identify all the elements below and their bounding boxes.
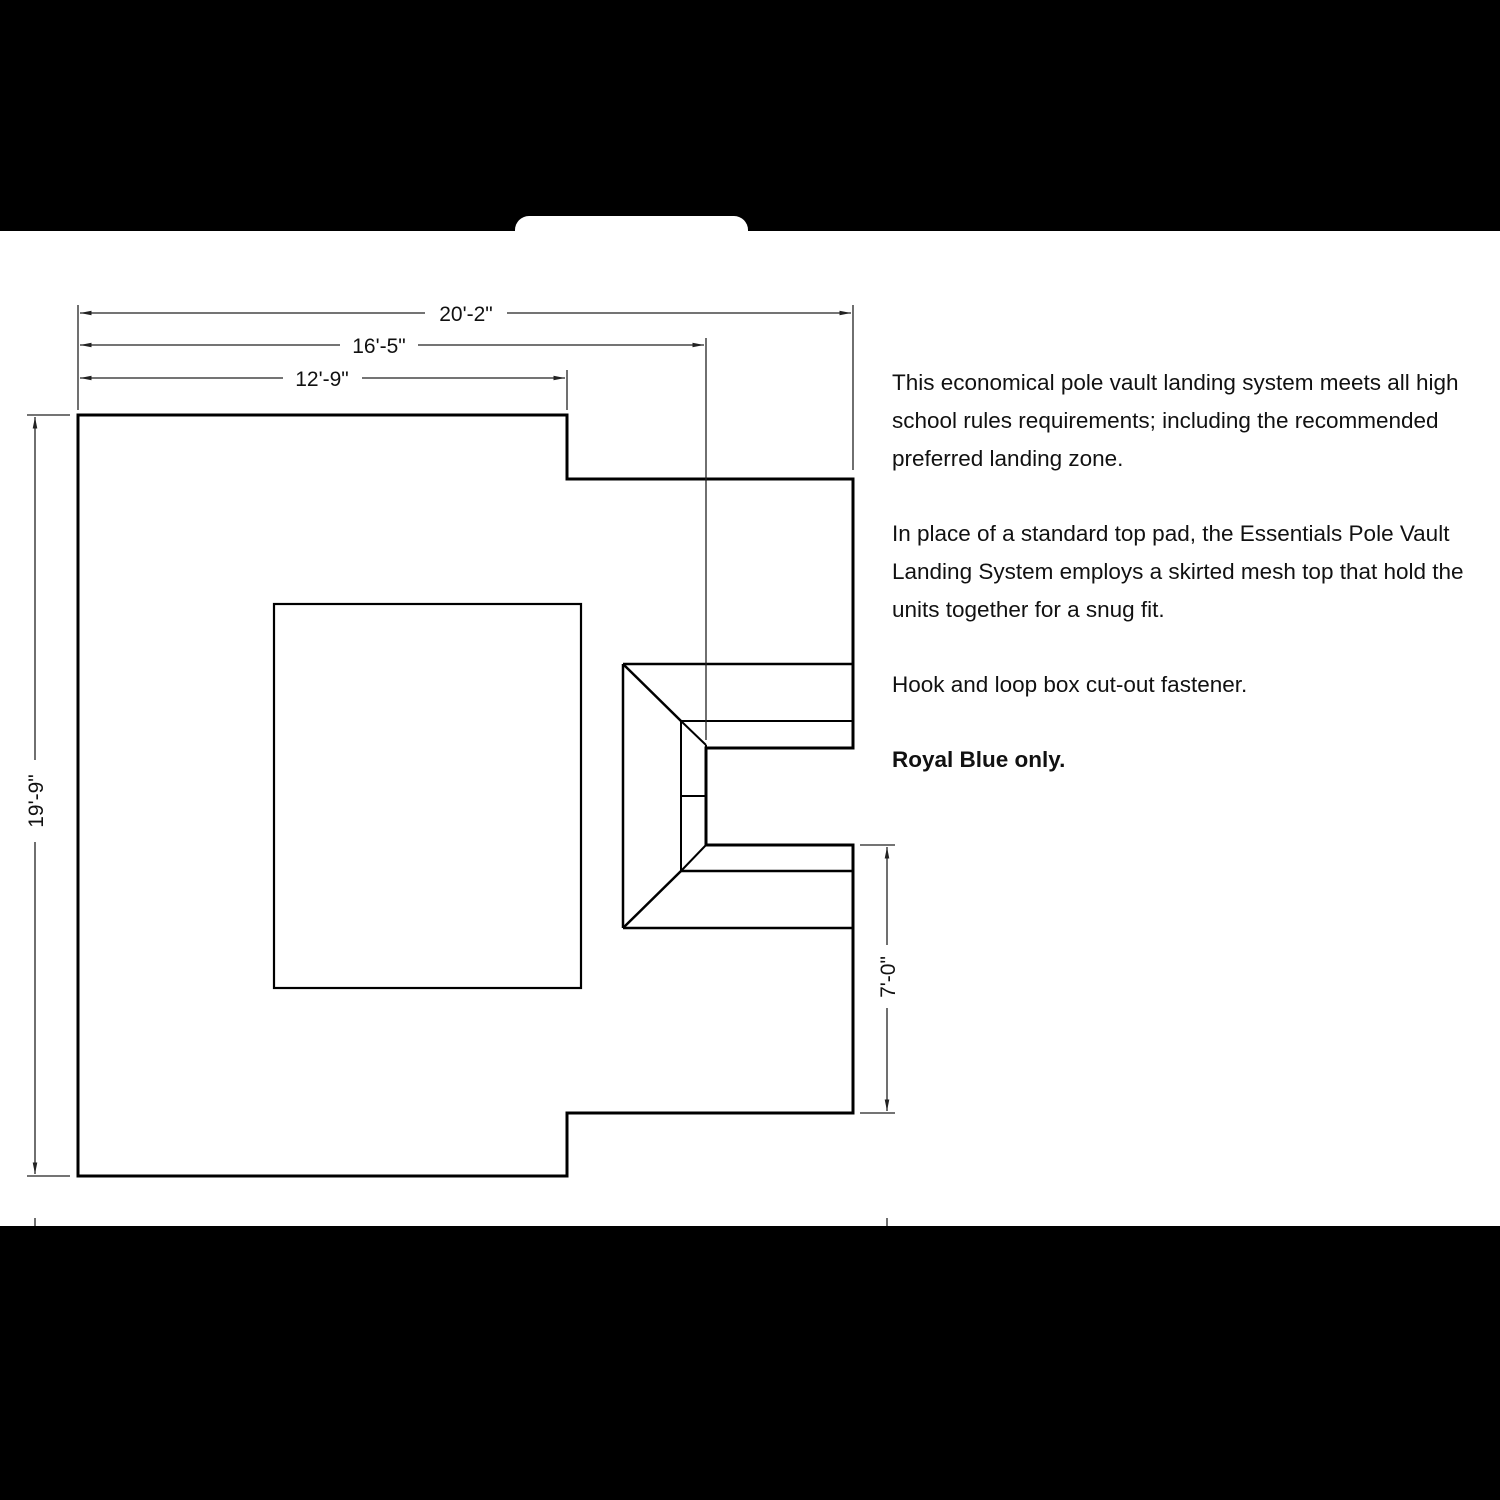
description-paragraph-2: In place of a standard top pad, the Essentials Pole Vault Landing System employs a skirted mesh top that hold the units together for a snug fit.	[892, 521, 1464, 622]
dim-label-12-9: 12'-9"	[295, 368, 349, 391]
dim-label-19-9: 19'-9"	[25, 774, 48, 828]
dimension-mid-width	[80, 335, 704, 358]
dimension-overall-width	[80, 303, 851, 326]
dimension-main-pad-width	[80, 368, 565, 391]
description-paragraph-1: This economical pole vault landing system meets all high school rules requirements; including the recommended preferred landing zone.	[892, 370, 1459, 471]
extension-lines	[27, 305, 895, 1226]
dim-label-20-2: 20'-2"	[439, 303, 493, 326]
box-cutout	[623, 664, 853, 928]
product-description	[892, 364, 1472, 816]
color-note: Royal Blue only.	[892, 747, 1066, 772]
preferred-landing-zone	[274, 604, 581, 988]
landing-pad-outline	[78, 415, 853, 1176]
dimension-overall-length	[25, 417, 48, 1174]
dim-label-7-0: 7'-0"	[877, 956, 900, 998]
description-paragraph-3: Hook and loop box cut-out fastener.	[892, 672, 1248, 697]
dimension-box-side	[877, 847, 900, 1111]
dim-label-16-5: 16'-5"	[352, 335, 406, 358]
